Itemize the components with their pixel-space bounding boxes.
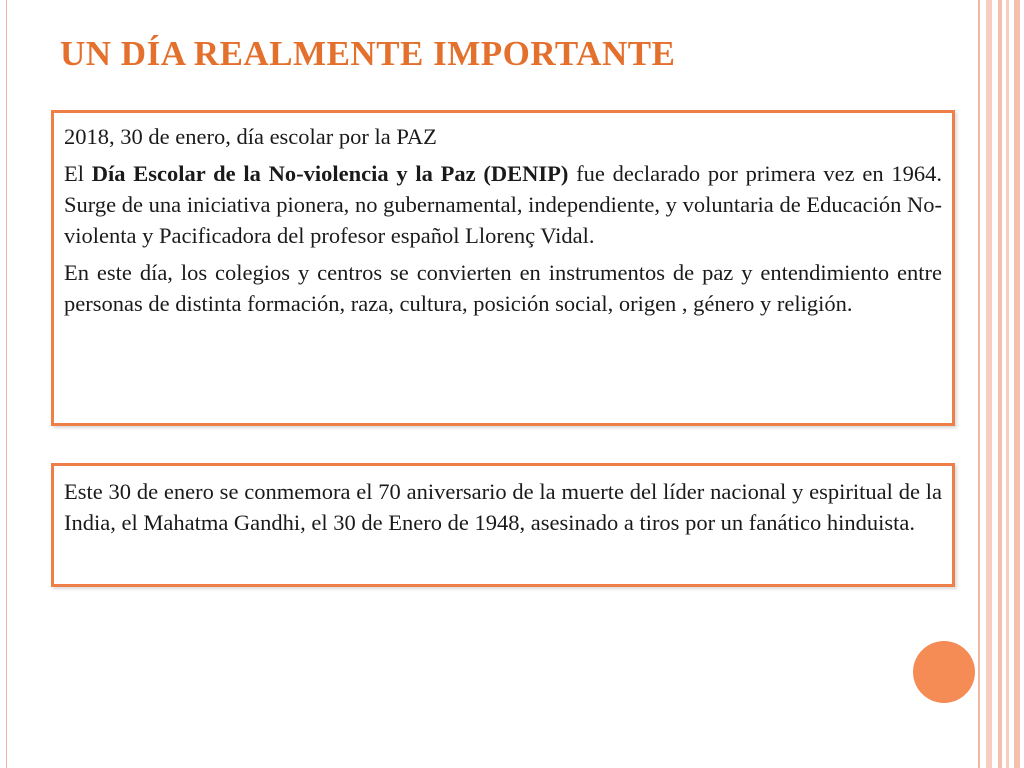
denip-description: fue declarado por primera vez en 1964. Surge de una iniciativa pionera, no gubernamental, independiente, y voluntaria de Educación No-violenta y Pacificadora del profesor español Llorenç Vidal. <box>64 161 942 248</box>
text-box-denip <box>51 110 955 426</box>
right-decorative-stripe <box>978 0 980 768</box>
left-decorative-line <box>6 0 7 768</box>
gandhi-paragraph: Este 30 de enero se conmemora el 70 aniversario de la muerte del líder nacional y espiritual de la India, el Mahatma Gandhi, el 30 de Enero de 1948, asesinado a tiros por un fanático hinduista. <box>64 479 942 535</box>
text-box-gandhi <box>51 463 955 587</box>
right-decorative-stripe <box>986 0 992 768</box>
schools-paragraph: En este día, los colegios y centros se convierten en instrumentos de paz y entendimiento entre personas de distinta formación, raza, cultura, posición social, origen , género y religión. <box>64 260 942 316</box>
date-line: 2018, 30 de enero, día escolar por la PAZ <box>64 124 437 149</box>
denip-prefix: El <box>64 161 92 186</box>
denip-paragraph <box>64 158 942 251</box>
right-decorative-stripe <box>1006 0 1009 768</box>
slide-title: UN DÍA REALMENTE IMPORTANTE <box>60 34 676 73</box>
denip-name: Día Escolar de la No-violencia y la Paz (DENIP) <box>91 161 569 186</box>
right-decorative-stripe <box>1014 0 1020 768</box>
right-decorative-stripe <box>998 0 1002 768</box>
decorative-circle <box>913 641 975 703</box>
